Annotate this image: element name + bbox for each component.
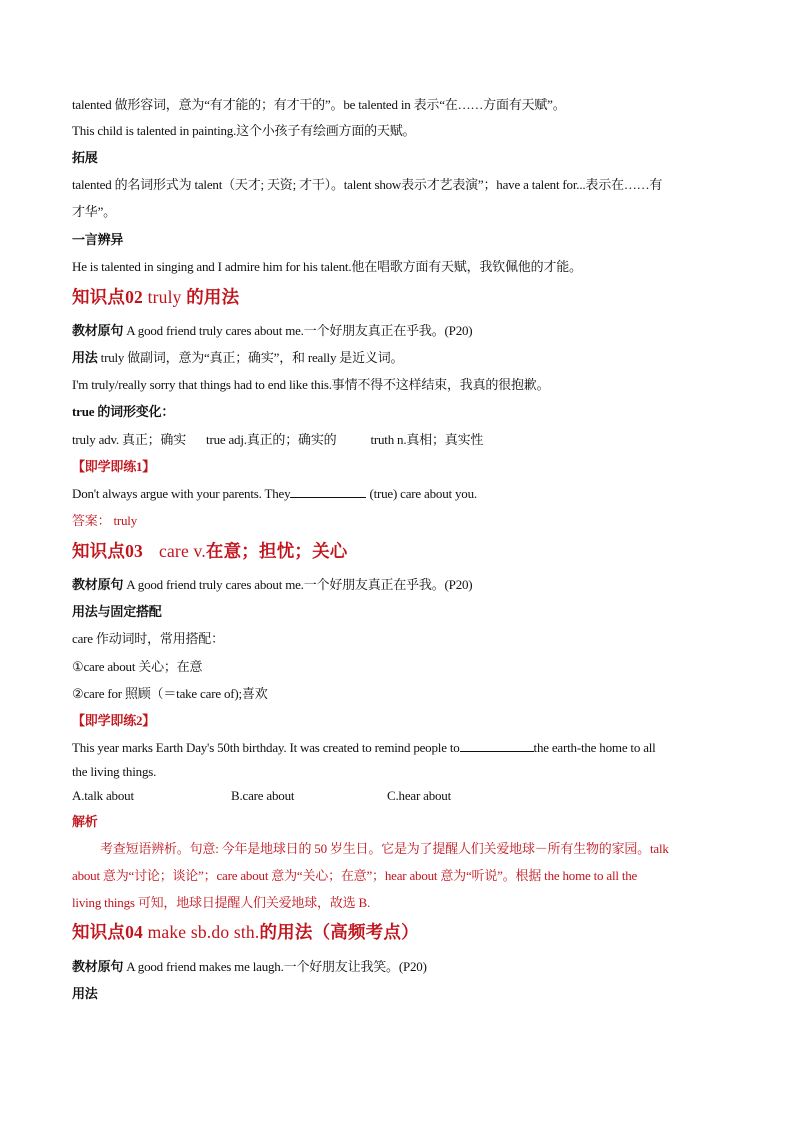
usage-title: 用法与固定搭配 xyxy=(72,604,162,619)
list-item: ①care about 关心；在意 xyxy=(72,659,203,674)
practice-question: Don't always argue with your parents. They (true) care about you. xyxy=(72,486,477,501)
practice-question-cont: the living things. xyxy=(72,764,157,779)
section-label-distinguish: 一言辨异 xyxy=(72,232,124,247)
example-sentence: I'm truly/really sorry that things had to end like this.事情不得不这样结束，我真的很抱歉。 xyxy=(72,377,550,392)
answer-blank xyxy=(460,739,534,752)
section-heading-kp02: 知识点02 truly 的用法 xyxy=(72,287,240,307)
word-forms: truly adv. 真正；确实 true adj.真正的；确实的 truth n.真相；真实性 xyxy=(72,432,484,447)
practice-label: 【即学即练1】 xyxy=(72,459,156,474)
section-label-extension: 拓展 xyxy=(72,150,98,165)
body-text: 才华”。 xyxy=(72,204,116,219)
practice-label: 【即学即练2】 xyxy=(72,713,156,728)
analysis-label: 解析 xyxy=(72,814,98,829)
body-text: talented 做形容词，意为“有才能的；有才干的”。be talented in 表示“在……方面有天赋”。 xyxy=(72,97,566,112)
source-sentence: 教材原句 A good friend truly cares about me.一个好朋友真正在乎我。(P20) xyxy=(72,323,473,338)
source-sentence: 教材原句 A good friend makes me laugh.一个好朋友让我笑。(P20) xyxy=(72,959,427,974)
forms-title: true 的词形变化： xyxy=(72,404,175,419)
usage-text: 用法 truly 做副词，意为“真正；确实”，和 really 是近义词。 xyxy=(72,350,404,365)
usage-label: 用法 xyxy=(72,986,98,1001)
options-row: A.talk about B.care about C.hear about xyxy=(72,788,452,803)
body-text: talented 的名词形式为 talent（天才; 天资; 才干）。talent show表示才艺表演”；have a talent for...表示在……有 xyxy=(72,177,663,192)
list-item: ②care for 照顾（＝take care of);喜欢 xyxy=(72,686,268,701)
body-text: care 作动词时，常用搭配： xyxy=(72,631,224,646)
analysis-text: about 意为“讨论；谈论”；care about 意为“关心；在意”；hear about 意为“听说”。根据 the home to all the xyxy=(72,868,638,883)
practice-question: This year marks Earth Day's 50th birthday. It was created to remind people to the earth-the home to all xyxy=(72,740,656,755)
example-sentence: He is talented in singing and I admire him for his talent.他在唱歌方面有天赋，我钦佩他的才能。 xyxy=(72,259,582,274)
example-sentence: This child is talented in painting.这个小孩子有绘画方面的天赋。 xyxy=(72,123,416,138)
source-sentence: 教材原句 A good friend truly cares about me.一个好朋友真正在乎我。(P20) xyxy=(72,577,473,592)
analysis-text: living things 可知，地球日提醒人们关爱地球，故选 B. xyxy=(72,895,370,910)
section-heading-kp04: 知识点04 make sb.do sth.的用法（高频考点） xyxy=(72,922,419,942)
answer-blank xyxy=(290,485,366,498)
analysis-text: 考查短语辨析。句意: 今年是地球日的 50 岁生日。它是为了提醒人们关爱地球－所有生物的家园。talk xyxy=(100,841,669,856)
answer-line: 答案： truly xyxy=(72,513,138,528)
section-heading-kp03: 知识点03 care v.在意；担忧；关心 xyxy=(72,541,348,561)
